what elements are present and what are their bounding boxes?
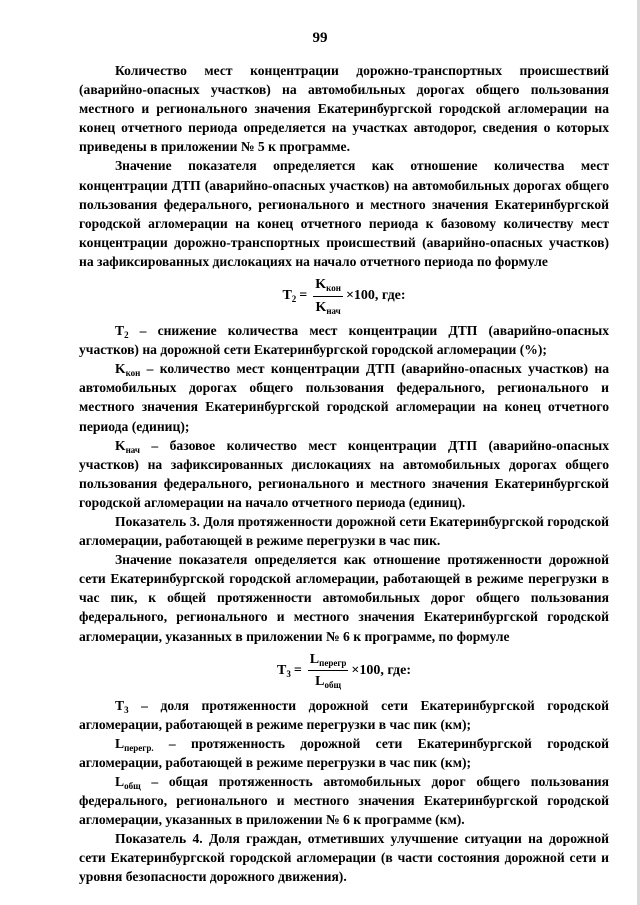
- paragraph-indicator-3-title: Показатель 3. Доля протяженности дорожной сети Екатеринбургской городской агломерации, работающей в режиме перегрузки в час пик.: [79, 513, 609, 549]
- definition-l-peregr: $L_{перегр.}$ – протяженность дорожной сети Екатеринбургской городской агломерации, работающей в режиме перегрузки в час пик (км);: [79, 735, 609, 770]
- formula-t3-lhs: $T_3$: [276, 663, 291, 680]
- definition-l-obsch: $L_{общ}$ – общая протяженность автомобильных дорог общего пользования федерального, регионального и местного значения Екатеринбургской городской агломерации, указанных в приложении № 6 к программе (км).: [79, 774, 609, 828]
- definition-k-kon: $K_{кон}$ – количество мест концентрации ДТП (аварийно-опасных участков) на автомобильных дорогах общего пользования федерального, регионального и местного значения Екатеринбургской городской агломерации на конец отчетного периода (единиц);: [79, 361, 609, 434]
- page-number: 99: [312, 30, 328, 46]
- paragraph-indicator-4-title: Показатель 4. Доля граждан, отметивших улучшение ситуации на дорожной сети Екатеринбургской городской агломерации (в части состояния дорожной сети и уровня безопасности дорожного движения).: [79, 831, 609, 885]
- definition-k-nach: $K_{нач}$ – базовое количество мест концентрации ДТП (аварийно-опасных участков) на зафиксированных дислокациях на автомобильных дорогах общего пользования федерального, регионального и местного значения Екатеринбургской городской агломерации на начало отчетного периода (единиц).: [79, 437, 609, 510]
- formula-t2: [79, 271, 609, 321]
- formula-t2-fraction: [313, 275, 343, 316]
- formula-t3-numerator: $L_{перегр}$: [308, 650, 349, 671]
- formula-t2-lhs: $T_2$: [282, 288, 297, 305]
- definition-t3: $T_3$ – доля протяженности дорожной сети Екатеринбургской городской агломерации, работающей в режиме перегрузки в час пик (км);: [79, 697, 609, 732]
- definition-t2: $T_2$ – снижение количества мест концентрации ДТП (аварийно-опасных участков) на дорожной сети Екатеринбургской городской агломерации (%);: [79, 323, 609, 358]
- paragraph-indicator-3-method: Значение показателя определяется как отношение протяженности дорожной сети Екатеринбургской городской агломерации, работающей в режиме перегрузки в час пик, к общей протяженности автомобильных дорог общего пользования федерального, регионального и местного значения Екатеринбургской городской агломерации, указанных в приложении № 6 к программе, по формуле: [79, 552, 609, 644]
- formula-t2-multiplier: ×100, где:: [345, 288, 406, 304]
- formula-t3-fraction: [308, 650, 349, 691]
- paragraph-indicator-2-source: Количество мест концентрации дорожно-транспортных происшествий (аварийно-опасных участков) на автомобильных дорогах общего пользования местного и регионального значения Екатеринбургской городской агломерации на конец отчетного периода определяется на участках автодорог, сведения о которых приведены в приложении № 5 к программе.: [79, 63, 609, 155]
- formula-t2-numerator: $K_{кон}$: [313, 275, 343, 296]
- formula-t2-denominator: $K_{нач}$: [315, 299, 341, 316]
- formula-t3: [79, 646, 609, 696]
- formula-t3-equals: =: [293, 663, 302, 679]
- paragraph-indicator-2-method: Значение показателя определяется как отношение количества мест концентрации ДТП (аварийно-опасных участков) на автомобильных дорогах общего пользования федерального, регионального и местного значения Екатеринбургской городской агломерации на конец отчетного периода к базовому количеству мест концентрации дорожно-транспортных происшествий (аварийно-опасных участков) на зафиксированных дислокациях на начало отчетного периода по формуле: [79, 158, 609, 269]
- formula-t3-denominator: $L_{общ}$: [315, 674, 342, 691]
- formula-t2-equals: =: [299, 288, 308, 304]
- formula-t3-multiplier: ×100, где:: [351, 663, 412, 679]
- document-body: [79, 61, 609, 887]
